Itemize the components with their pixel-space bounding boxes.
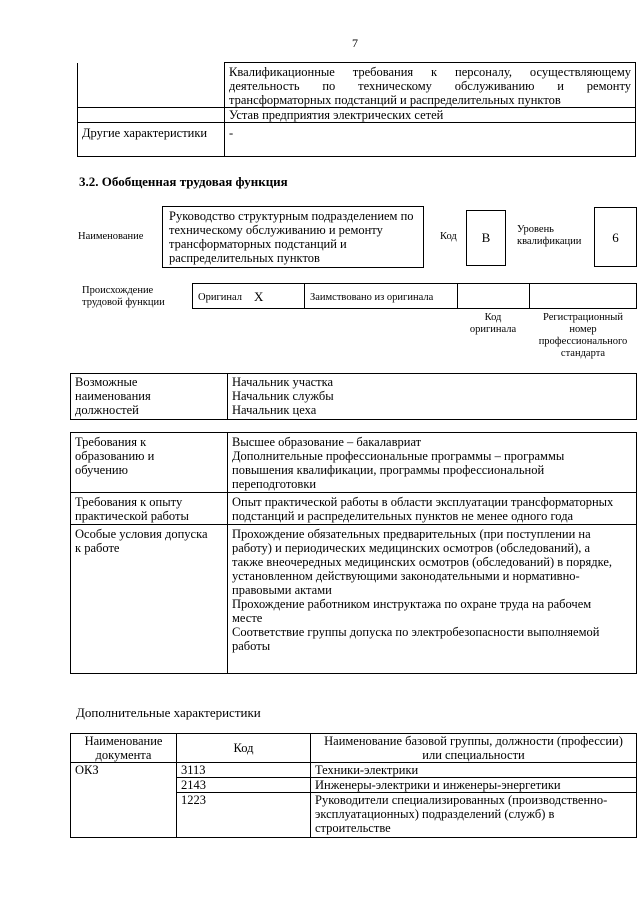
- original-label: Оригинал: [198, 292, 242, 303]
- row-value: Квалификационные требования к персоналу, осуществляющему деятельность по техническому обслуживанию и ремонту трансформаторных подстанций и распределительных пунктов: [225, 63, 636, 108]
- row-value: -: [225, 123, 636, 157]
- name-cell: Инженеры-электрики и инженеры-энергетики: [311, 778, 637, 793]
- borrowed-label: Заимствовано из оригинала: [310, 292, 434, 303]
- original-mark: X: [254, 289, 264, 304]
- level-value-box: 6: [594, 207, 637, 267]
- name-cell: Руководители специализированных (производственно- эксплуатационных) подразделений (служб) в строительстве: [311, 793, 637, 838]
- registration-caption: Регистрационный номер профессионального стандарта: [538, 312, 628, 359]
- list-item: Начальник участка: [232, 375, 334, 389]
- divider: [304, 283, 305, 309]
- list-item: Начальник цеха: [232, 403, 317, 417]
- top-characteristics-table: [77, 62, 636, 157]
- admission-label: Особые условия допуска к работе: [71, 525, 228, 674]
- name-cell: Техники-электрики: [311, 763, 637, 778]
- header-name: Наименование базовой группы, должности (профессии) или специальности: [311, 734, 637, 763]
- education-value: Высшее образование – бакалавриат Дополнительные профессиональные программы – программы повышения квалификации, программы профессиональной переподготовки: [228, 433, 637, 493]
- row-value: Устав предприятия электрических сетей: [225, 108, 636, 123]
- table-header-row: [71, 734, 637, 763]
- level-label: Уровень квалификации: [517, 224, 582, 247]
- additional-title: Дополнительные характеристики: [76, 705, 261, 720]
- admission-value: Прохождение обязательных предварительных (при поступлении на работу) и периодических медицинских осмотров (обследований), а также внеочередных медицинских осмотров (обследований) в порядке, установленном действующими законодательными и нормативно- правовыми актами Прохождение работником инструктажа по охране труда на рабочем месте Соответствие группы допуска по электробезопасности выполняемой работы: [228, 525, 637, 674]
- section-title: 3.2. Обобщенная трудовая функция: [79, 174, 288, 189]
- table-row: [71, 374, 637, 420]
- original-code-caption: Код оригинала: [469, 312, 517, 335]
- name-label: Наименование: [78, 231, 144, 242]
- function-name-box: Руководство структурным подразделением по техническому обслуживанию и ремонту трансформаторных подстанций и распределительных пунктов: [162, 206, 424, 268]
- table-row: [71, 763, 637, 778]
- origin-label: Происхождение трудовой функции: [82, 285, 165, 308]
- row-label: [78, 63, 225, 108]
- table-row: [71, 493, 637, 525]
- list-item: Начальник службы: [232, 389, 334, 403]
- row-label: Другие характеристики: [78, 123, 225, 157]
- experience-label: Требования к опыту практической работы: [71, 493, 228, 525]
- page-number: 7: [352, 36, 358, 50]
- requirements-table: [70, 432, 637, 674]
- divider: [529, 283, 530, 309]
- header-document: Наименование документа: [71, 734, 177, 763]
- experience-value: Опыт практической работы в области эксплуатации трансформаторных подстанций и распределительных пунктов не менее одного года: [228, 493, 637, 525]
- table-row: [71, 525, 637, 674]
- positions-label: Возможные наименования должностей: [71, 374, 228, 420]
- document-name: ОКЗ: [71, 763, 177, 838]
- code-value-box: В: [466, 210, 506, 266]
- code-cell: 1223: [177, 793, 311, 838]
- code-label: Код: [440, 231, 457, 242]
- education-label: Требования к образованию и обучению: [71, 433, 228, 493]
- positions-table: [70, 373, 637, 420]
- header-code: Код: [177, 734, 311, 763]
- positions-list: [228, 374, 637, 420]
- table-row: [78, 108, 636, 123]
- table-row: [78, 63, 636, 108]
- code-cell: 3113: [177, 763, 311, 778]
- table-row: [78, 123, 636, 157]
- code-cell: 2143: [177, 778, 311, 793]
- table-row: [71, 433, 637, 493]
- additional-table: [70, 733, 637, 838]
- row-label: [78, 108, 225, 123]
- divider: [457, 283, 458, 309]
